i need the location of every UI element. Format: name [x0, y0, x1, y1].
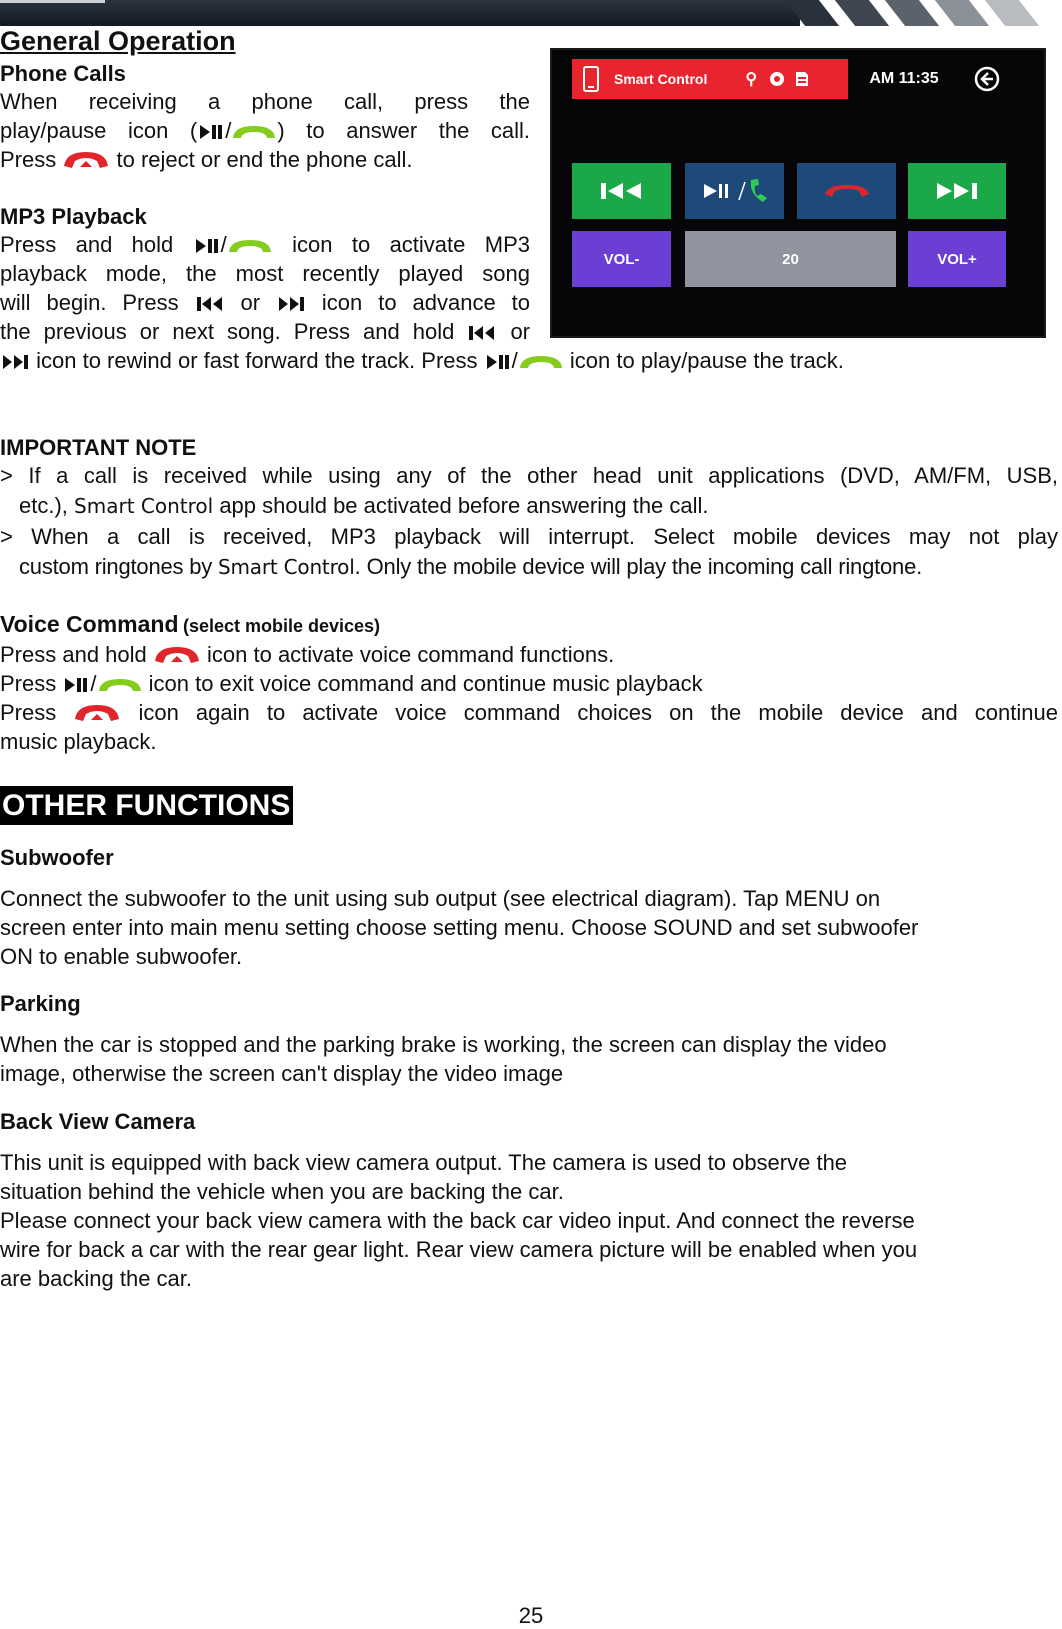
play-pause-icon	[62, 675, 90, 695]
play-pause-icon	[193, 236, 221, 256]
red-phone-icon	[822, 182, 872, 200]
next-button[interactable]	[908, 163, 1006, 219]
header-bar	[0, 0, 1062, 26]
next-track-icon	[276, 294, 306, 314]
text-line: When the car is stopped and the parking brake is working, the screen can display the video	[0, 1032, 887, 1057]
green-phone-icon	[97, 676, 143, 694]
voice-command-heading: Voice Command	[0, 611, 179, 637]
text-line: Press icon again to activate voice command choices on the mobile device and continue	[0, 700, 1058, 725]
mp3-heading: MP3 Playback	[0, 204, 147, 229]
voice-command-body	[0, 640, 1058, 756]
text-line: Press and hold icon to activate voice command functions.	[0, 642, 615, 667]
vol-up-button[interactable]: VOL+	[908, 231, 1006, 287]
text-line: are backing the car.	[0, 1266, 193, 1291]
green-phone-icon	[231, 123, 277, 141]
text-line: situation behind the vehicle when you are backing the car.	[0, 1179, 564, 1204]
text-line: icon to rewind or fast forward the track. Press / icon to play/pause the track.	[0, 346, 1062, 375]
voice-command-heading-row	[0, 611, 380, 638]
hang-up-button[interactable]	[797, 163, 896, 219]
text-line: Connect the subwoofer to the unit using sub output (see electrical diagram). Tap MENU on	[0, 886, 881, 911]
text-line: image, otherwise the screen can't display the video image	[0, 1061, 564, 1086]
parking-heading: Parking	[0, 991, 81, 1016]
text-line: ON to enable subwoofer.	[0, 944, 243, 969]
next-track-icon	[0, 352, 30, 372]
red-phone-icon	[73, 703, 121, 725]
red-phone-icon	[153, 645, 201, 667]
previous-track-icon	[599, 182, 645, 200]
red-phone-icon	[62, 150, 110, 172]
vol-down-button[interactable]: VOL-	[572, 231, 671, 287]
text-line: wire for back a car with the rear gear light. Rear view camera picture will be enabled when you	[0, 1237, 918, 1262]
phone-calls-heading: Phone Calls	[0, 61, 126, 86]
title-bar	[572, 59, 848, 99]
text-line: Please connect your back view camera with the back car video input. And connect the reverse	[0, 1208, 915, 1233]
text-line: > If a call is received while using any of the other head unit applications (DVD, AM/FM, USB,	[0, 463, 1058, 488]
play-pause-icon	[197, 122, 225, 142]
back-view-camera-body	[0, 1148, 1058, 1293]
text-line: play/pause icon ( / ) to answer the call.	[0, 118, 531, 143]
text-line: Press to reject or end the phone call.	[0, 147, 413, 172]
text-line: playback mode, the most recently played song	[0, 261, 530, 286]
text-line: screen enter into main menu setting choose setting menu. Choose SOUND and set subwoofer	[0, 915, 919, 940]
text-line: > When a call is received, MP3 playback will interrupt. Select mobile devices may not play	[0, 524, 1058, 549]
back-arrow-icon[interactable]	[974, 66, 1000, 92]
text-line: This unit is equipped with back view camera output. The camera is used to observe the	[0, 1150, 848, 1175]
important-note-heading: IMPORTANT NOTE	[0, 435, 197, 460]
clock: AM 11:35	[869, 70, 939, 87]
page-number: 25	[518, 1603, 544, 1628]
page-title: General Operation	[0, 26, 236, 56]
previous-track-icon	[467, 323, 497, 343]
green-phone-icon	[227, 237, 273, 255]
text-line: etc.), Smart Control app should be activated before answering the call.	[19, 493, 709, 518]
text-line: When receiving a phone call, press the	[0, 89, 530, 114]
text-line: custom ringtones by Smart Control. Only the mobile device will play the incoming call ringtone.	[19, 554, 923, 579]
previous-button[interactable]	[572, 163, 671, 219]
smart-control-screenshot	[550, 48, 1046, 338]
sd-card-icon	[795, 71, 809, 87]
parking-body	[0, 1030, 1058, 1088]
back-view-camera-heading: Back View Camera	[0, 1109, 196, 1134]
play-answer-button[interactable]	[685, 163, 784, 219]
volume-level: 20	[685, 231, 896, 287]
previous-track-icon	[195, 294, 225, 314]
subwoofer-body	[0, 884, 1058, 971]
text-line: music playback.	[0, 729, 157, 754]
subwoofer-heading: Subwoofer	[0, 845, 114, 870]
usb-icon: ⚲	[745, 71, 758, 88]
text-line: Press / icon to exit voice command and continue music playback	[0, 671, 703, 696]
other-functions-banner: OTHER FUNCTIONS	[0, 786, 293, 825]
mp3-body	[0, 230, 530, 346]
play-pause-phone-icon	[699, 176, 771, 206]
green-phone-icon	[518, 353, 564, 371]
media-icon	[769, 71, 785, 87]
app-title: Smart Control	[614, 71, 708, 87]
phone-calls-body	[0, 87, 530, 174]
next-track-icon	[934, 182, 980, 200]
text-line: the previous or next song. Press and hold or	[0, 319, 530, 344]
play-pause-icon	[484, 352, 512, 372]
phone-app-icon	[582, 66, 600, 92]
voice-command-note: (select mobile devices)	[182, 616, 381, 636]
important-note-body	[0, 461, 1058, 583]
text-line: Press and hold / icon to activate MP3	[0, 232, 530, 257]
text-line: will begin. Press or icon to advance to	[0, 290, 530, 315]
